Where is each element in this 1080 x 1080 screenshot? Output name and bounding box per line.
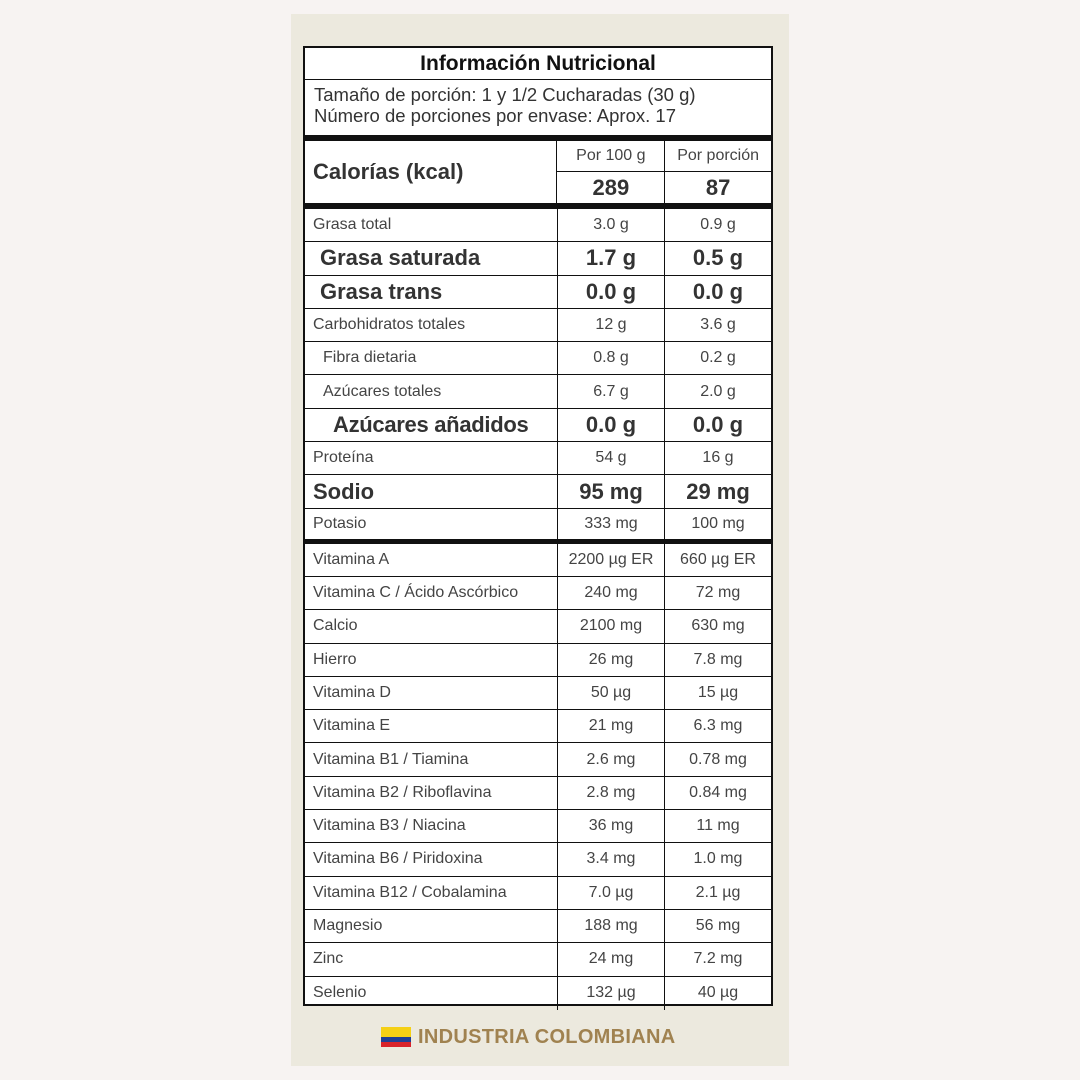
vitamin-name: Zinc — [305, 943, 558, 975]
nutrient-name: Sodio — [305, 475, 558, 507]
nutrient-value-serving: 100 mg — [691, 514, 745, 532]
vitamin-name: Vitamina E — [305, 710, 558, 742]
serving-info — [305, 80, 771, 135]
calories-label: Calorías (kcal) — [305, 141, 557, 203]
nutrient-value-100g: 54 g — [558, 442, 665, 474]
nutrient-value-100g: 12 g — [558, 309, 665, 341]
nutrient-value-serving: 0.2 g — [700, 349, 736, 367]
vitamin-row — [305, 910, 771, 943]
colombia-flag-icon — [381, 1027, 411, 1047]
vitamin-name: Vitamina A — [305, 544, 558, 576]
vitamin-name: Vitamina B12 / Cobalamina — [305, 877, 558, 909]
vitamin-row — [305, 677, 771, 710]
vitamin-value-serving: 56 mg — [695, 917, 741, 935]
origin-text: INDUSTRIA COLOMBIANA — [418, 1025, 676, 1048]
vitamin-name: Hierro — [305, 644, 558, 676]
vitamin-value-100g: 36 mg — [558, 810, 665, 842]
nutrient-row-sodio — [305, 475, 771, 508]
vitamin-value-serving: 72 mg — [695, 584, 741, 602]
nutrient-name: Grasa saturada — [305, 242, 558, 274]
nutrient-row-grasa-total — [305, 209, 771, 242]
vitamin-value-100g: 50 µg — [558, 677, 665, 709]
vitamin-row — [305, 644, 771, 677]
nutrient-row-potasio — [305, 509, 771, 544]
nutrient-row-azucares-anadidos — [305, 409, 771, 442]
nutrient-value-100g: 333 mg — [558, 509, 665, 539]
vitamin-value-100g: 24 mg — [558, 943, 665, 975]
nutrient-value-100g: 1.7 g — [558, 242, 665, 274]
nutrient-name: Grasa trans — [305, 276, 558, 308]
vitamin-name: Selenio — [305, 977, 558, 1010]
vitamin-row — [305, 977, 771, 1010]
nutrient-value-serving: 0.9 g — [700, 216, 736, 234]
calories-value-serving: 87 — [705, 174, 731, 200]
vitamin-name: Vitamina C / Ácido Ascórbico — [305, 577, 558, 609]
label-title: Información Nutricional — [305, 48, 771, 80]
vitamin-value-serving: 0.78 mg — [689, 750, 747, 768]
nutrient-name: Azúcares totales — [305, 375, 558, 407]
calories-col-100g — [557, 141, 665, 203]
vitamin-row — [305, 610, 771, 643]
vitamin-name: Vitamina D — [305, 677, 558, 709]
vitamin-value-serving: 6.3 mg — [693, 717, 743, 735]
vitamin-value-serving: 7.8 mg — [693, 650, 743, 668]
vitamin-row — [305, 544, 771, 577]
vitamin-name: Vitamina B1 / Tiamina — [305, 743, 558, 775]
vitamin-name: Vitamina B6 / Piridoxina — [305, 843, 558, 875]
nutrient-value-100g: 6.7 g — [558, 375, 665, 407]
calories-block — [305, 141, 771, 209]
calories-value-100g: 289 — [592, 174, 630, 200]
nutrient-value-100g: 0.0 g — [558, 409, 665, 441]
nutrient-name: Grasa total — [305, 209, 558, 241]
vitamin-value-serving: 0.84 mg — [689, 783, 747, 801]
nutrient-name: Potasio — [305, 509, 558, 539]
column-header-serving: Por porción — [665, 141, 771, 172]
vitamin-value-100g: 21 mg — [558, 710, 665, 742]
nutrient-row-proteina — [305, 442, 771, 475]
nutrient-name: Azúcares añadidos — [305, 409, 558, 441]
vitamin-value-serving: 2.1 µg — [695, 883, 741, 901]
nutrient-value-100g: 3.0 g — [558, 209, 665, 241]
vitamin-name: Vitamina B2 / Riboflavina — [305, 777, 558, 809]
nutrient-value-serving: 29 mg — [686, 478, 750, 504]
nutrient-value-100g: 0.0 g — [558, 276, 665, 308]
nutrient-value-serving: 0.5 g — [692, 245, 744, 271]
nutrient-row-grasa-trans — [305, 276, 771, 309]
vitamin-value-100g: 2100 mg — [558, 610, 665, 642]
vitamin-value-serving: 40 µg — [697, 984, 739, 1002]
vitamin-value-100g: 3.4 mg — [558, 843, 665, 875]
vitamin-row — [305, 843, 771, 876]
serving-size: Tamaño de porción: 1 y 1/2 Cucharadas (30 g) — [314, 84, 696, 105]
column-header-100g: Por 100 g — [557, 141, 664, 172]
nutrient-row-grasa-saturada — [305, 242, 771, 275]
vitamin-value-100g: 188 mg — [558, 910, 665, 942]
nutrient-value-100g: 95 mg — [558, 475, 665, 507]
vitamin-row — [305, 777, 771, 810]
nutrient-value-serving: 16 g — [702, 449, 734, 467]
vitamin-value-serving: 15 µg — [697, 684, 739, 701]
nutrient-name: Carbohidratos totales — [305, 309, 558, 341]
vitamin-value-serving: 7.2 mg — [693, 950, 743, 968]
vitamin-value-100g: 132 µg — [558, 977, 665, 1010]
vitamin-value-100g: 26 mg — [558, 644, 665, 676]
nutrient-row-fibra — [305, 342, 771, 375]
nutrient-name: Fibra dietaria — [305, 342, 558, 374]
servings-per-container: Número de porciones por envase: Aprox. 17 — [314, 105, 676, 126]
vitamin-value-serving: 1.0 mg — [693, 850, 743, 868]
nutrient-value-100g: 0.8 g — [558, 342, 665, 374]
vitamin-row — [305, 810, 771, 843]
vitamin-value-100g: 2.8 mg — [558, 777, 665, 809]
vitamin-name: Magnesio — [305, 910, 558, 942]
nutrient-value-serving: 0.0 g — [692, 411, 744, 437]
vitamin-value-100g: 2200 µg ER — [558, 544, 665, 576]
nutrient-row-carbohidratos — [305, 309, 771, 342]
calories-col-serving — [665, 141, 771, 203]
nutrient-name: Proteína — [305, 442, 558, 474]
vitamin-name: Vitamina B3 / Niacina — [305, 810, 558, 842]
vitamin-name: Calcio — [305, 610, 558, 642]
vitamin-row — [305, 577, 771, 610]
nutrient-value-serving: 2.0 g — [700, 382, 736, 400]
nutrient-value-serving: 3.6 g — [700, 316, 736, 334]
vitamin-value-serving: 630 mg — [691, 617, 745, 635]
nutrition-facts-label — [303, 46, 773, 1006]
vitamin-value-100g: 2.6 mg — [558, 743, 665, 775]
origin-footer — [381, 1024, 675, 1050]
vitamin-row — [305, 710, 771, 743]
nutrient-value-serving: 0.0 g — [692, 278, 744, 304]
nutrient-row-azucares-totales — [305, 375, 771, 408]
vitamin-value-100g: 240 mg — [558, 577, 665, 609]
vitamin-value-serving: 660 µg ER — [680, 550, 756, 568]
vitamin-value-serving: 11 mg — [696, 817, 740, 835]
vitamin-row — [305, 877, 771, 910]
vitamin-value-100g: 7.0 µg — [558, 877, 665, 909]
vitamin-row — [305, 743, 771, 776]
vitamin-row — [305, 943, 771, 976]
